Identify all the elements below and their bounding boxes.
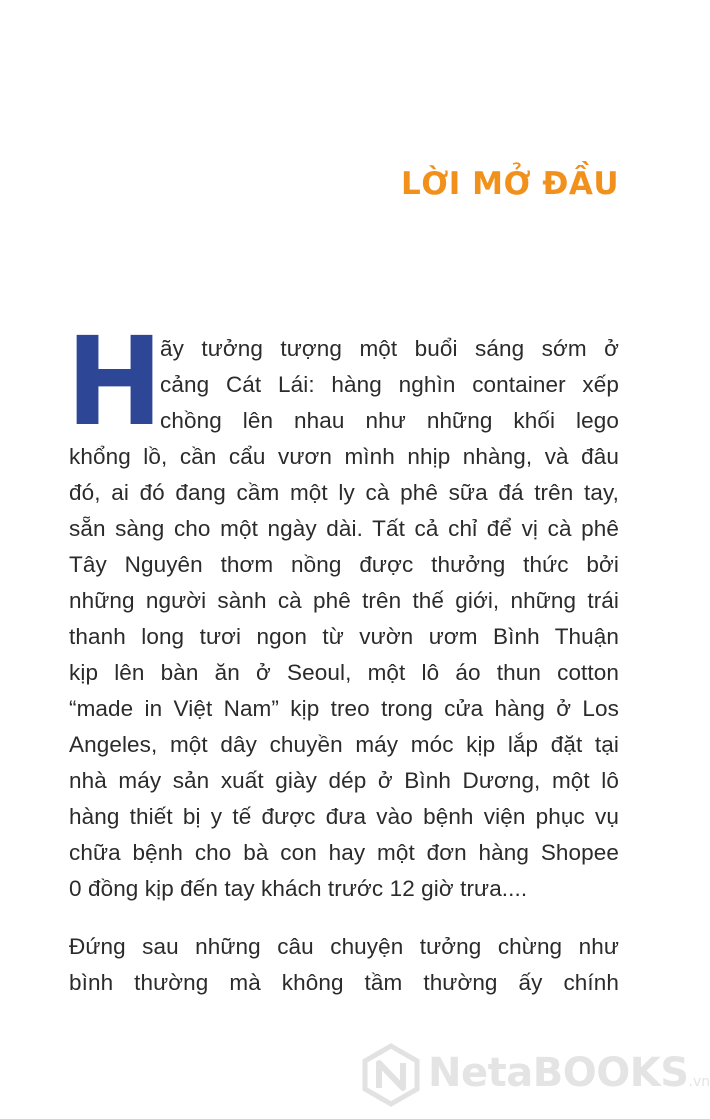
text-line: Tây Nguyên thơm nồng được thưởng thức bởi <box>69 552 619 577</box>
watermark-brand <box>428 1050 710 1096</box>
text-line: chữa bệnh cho bà con hay một đơn hàng Shopee <box>69 840 619 865</box>
chapter-heading: LỜI MỞ ĐẦU <box>400 166 619 202</box>
text-line: 0 đồng kịp đến tay khách trước 12 giờ trưa.... <box>69 876 528 901</box>
text-line: nhà máy sản xuất giày dép ở Bình Dương, một lô <box>69 768 619 793</box>
text-line: chồng lên nhau như những khối lego <box>160 408 619 433</box>
watermark-brand-name: NetaBOOKS <box>428 1050 689 1096</box>
text-line: hàng thiết bị y tế được đưa vào bệnh viện phục vụ <box>69 804 619 829</box>
text-line: khổng lồ, cần cẩu vươn mình nhịp nhàng, và đâu <box>69 444 619 469</box>
netabooks-watermark <box>362 1044 710 1106</box>
text-line: thanh long tươi ngon từ vườn ươm Bình Thuận <box>69 624 619 649</box>
netabooks-logo-icon <box>362 1044 420 1106</box>
text-line: ãy tưởng tượng một buổi sáng sớm ở <box>160 336 619 361</box>
text-line: đó, ai đó đang cầm một ly cà phê sữa đá trên tay, <box>69 480 619 505</box>
watermark-domain-suffix: .vn <box>688 1074 710 1090</box>
text-line: Angeles, một dây chuyền máy móc kịp lắp đặt tại <box>69 732 619 757</box>
text-line: bình thường mà không tầm thường ấy chính <box>69 970 619 995</box>
text-line: những người sành cà phê trên thế giới, những trái <box>69 588 619 613</box>
text-line: cảng Cát Lái: hàng nghìn container xếp <box>160 372 619 397</box>
text-line: Đứng sau những câu chuyện tưởng chừng như <box>69 934 619 959</box>
text-line: kịp lên bàn ăn ở Seoul, một lô áo thun cotton <box>69 660 619 685</box>
text-line: “made in Việt Nam” kịp treo trong cửa hàng ở Los <box>69 696 619 721</box>
text-line: sẵn sàng cho một ngày dài. Tất cả chỉ để vị cà phê <box>69 516 619 541</box>
drop-cap-letter: H <box>66 311 164 453</box>
